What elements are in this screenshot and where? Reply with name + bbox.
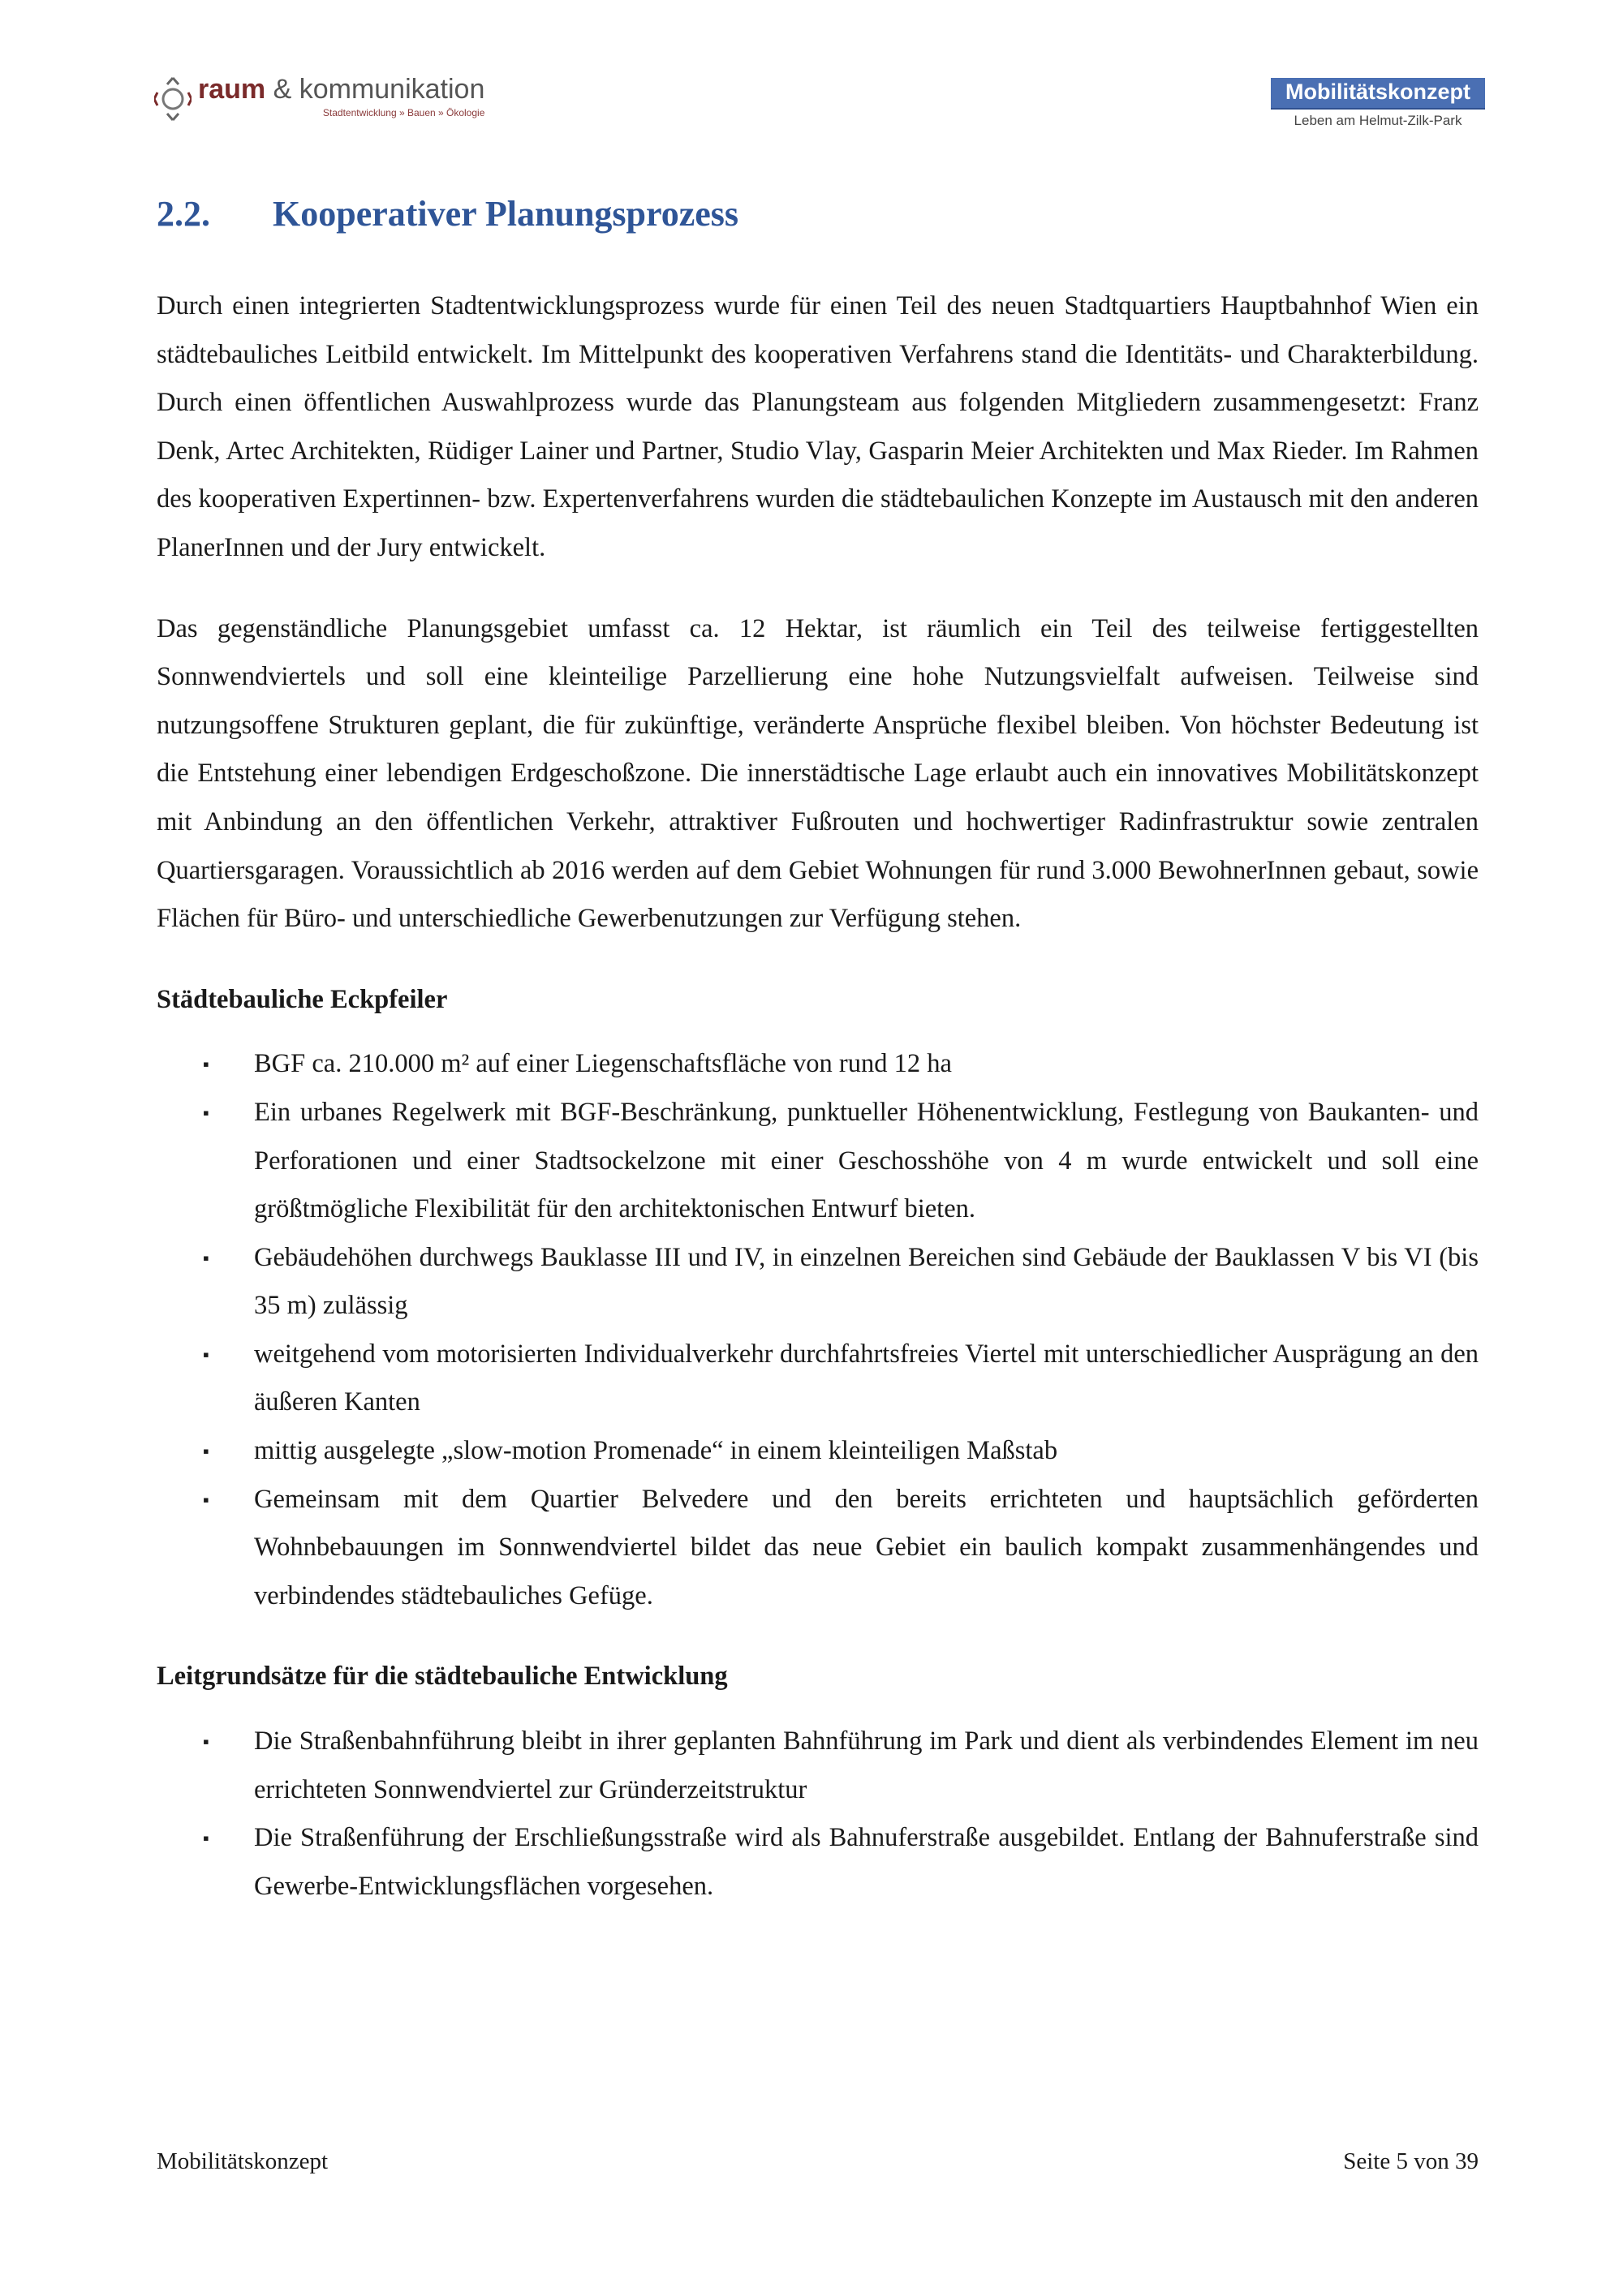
- document-body: [157, 282, 1479, 1943]
- logo-badge-subtitle: Leben am Helmut-Zilk-Park: [1294, 113, 1462, 128]
- list-item: ▪ Gemeinsam mit dem Quartier Belvedere und den bereits errichteten und hauptsächlich geförderten Wohnbebauungen im Sonnwendviertel bildet das neue Gebiet ein baulich kompakt zusammenhängendes und verbindendes städtebauliches Gefüge.: [157, 1476, 1479, 1621]
- subheading-leitgrundsaetze: Leitgrundsätze für die städtebauliche Entwicklung: [157, 1662, 728, 1692]
- logo-brand-bold: raum: [198, 74, 266, 105]
- paragraph: Das gegenständliche Planungsgebiet umfasst ca. 12 Hektar, ist räumlich ein Teil des teilweise fertiggestellten Sonnwendviertels und soll eine kleinteilige Parzellierung eine hohe Nutzungsvielfalt aufweisen. Teilweise sind nutzungsoffene Strukturen geplant, die für zukünftige, veränderte Ansprüche flexibel bleiben. Von höchster Bedeutung ist die Entstehung einer lebendigen Erdgeschoßzone. Die innerstädtische Lage erlaubt auch ein innovatives Mobilitätskonzept mit Anbindung an den öffentlichen Verkehr, attraktiver Fußrouten und hochwertiger Radinfrastruktur sowie zentralen Quartiersgaragen. Voraussichtlich ab 2016 werden auf dem Gebiet Wohnungen für rund 3.000 BewohnerInnen gebaut, sowie Flächen für Büro- und unterschiedliche Gewerbenutzungen zur Verfügung stehen.: [157, 613, 1479, 934]
- eckpfeiler-list: [157, 1040, 1479, 1620]
- list-item: ▪ Die Straßenführung der Erschließungsstraße wird als Bahnuferstraße ausgebildet. Entlang der Bahnuferstraße sind Gewerbe-Entwicklungsflächen vorgesehen.: [157, 1814, 1479, 1911]
- mobilitaetskonzept-logo: [1271, 78, 1485, 129]
- logo-tagline: Stadtentwicklung » Bauen » Ökologie: [322, 107, 485, 118]
- list-item: ▪ Die Straßenbahnführung bleibt in ihrer geplanten Bahnführung im Park und dient als verbindendes Element im neu errichteten Sonnwendviertel zur Gründerzeitstruktur: [157, 1718, 1479, 1814]
- logo-mark-icon: [154, 75, 192, 123]
- raum-kommunikation-logo: [154, 75, 484, 123]
- page-footer: [157, 2148, 1479, 2175]
- paragraph: Durch einen integrierten Stadtentwicklungsprozess wurde für einen Teil des neuen Stadtquartiers Hauptbahnhof Wien ein städtebauliches Leitbild entwickelt. Im Mittelpunkt des kooperativen Verfahrens stand die Identitäts- und Charakterbildung. Durch einen öffentlichen Auswahlprozess wurde das Planungsteam aus folgenden Mitgliedern zusammengesetzt: Franz Denk, Artec Architekten, Rüdiger Lainer und Partner, Studio Vlay, Gasparin Meier Architekten und Max Rieder. Im Rahmen des kooperativen Expertinnen- bzw. Expertenverfahrens wurden die städtebaulichen Konzepte im Austausch mit den anderen PlanerInnen und der Jury entwickelt.: [157, 291, 1479, 562]
- section-title: Kooperativer Planungsprozess: [273, 194, 739, 234]
- list-item: ▪ Ein urbanes Regelwerk mit BGF-Beschränkung, punktueller Höhenentwicklung, Festlegung von Baukanten- und Perforationen und einer Stadtsockelzone mit einer Geschosshöhe von 4 m wurde entwickelt und soll eine größtmögliche Flexibilität für den architektonischen Entwurf bieten.: [157, 1089, 1479, 1234]
- list-item: ▪ weitgehend vom motorisierten Individualverkehr durchfahrtsfreies Viertel mit unterschiedlicher Ausprägung an den äußeren Kanten: [157, 1331, 1479, 1427]
- logo-badge-title: Mobilitätskonzept: [1271, 78, 1485, 110]
- list-item: ▪ BGF ca. 210.000 m² auf einer Liegenschaftsfläche von rund 12 ha: [157, 1040, 1479, 1089]
- page-number: Seite 5 von 39: [1343, 2148, 1479, 2174]
- logo-brand-rest: & kommunikation: [265, 74, 485, 105]
- section-heading: [157, 193, 738, 234]
- list-item: ▪ mittig ausgelegte „slow-motion Promenade“ in einem kleinteiligen Maßstab: [157, 1427, 1479, 1476]
- subheading-eckpfeiler: Städtebauliche Eckpfeiler: [157, 984, 448, 1014]
- section-number: 2.2.: [157, 194, 210, 234]
- list-item: ▪ Gebäudehöhen durchwegs Bauklasse III und IV, in einzelnen Bereichen sind Gebäude der Bauklassen V bis VI (bis 35 m) zulässig: [157, 1234, 1479, 1331]
- leitgrundsaetze-list: [157, 1718, 1479, 1911]
- footer-title: Mobilitätskonzept: [157, 2148, 329, 2174]
